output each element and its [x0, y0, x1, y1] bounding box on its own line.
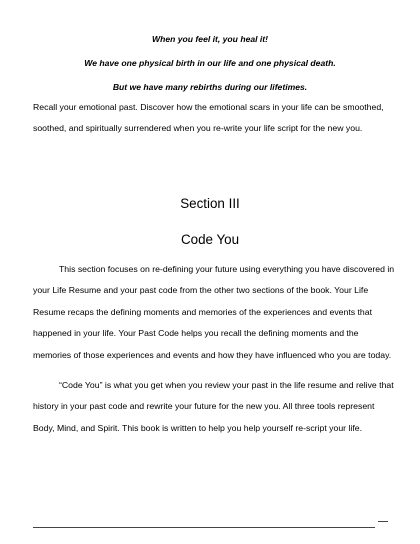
- intro-paragraph: Recall your emotional past. Discover how the emotional scars in your life can be smoothed, soothed, and spiritually surrendered when you re-write your life script for the new you.: [33, 102, 384, 134]
- section-title: Code You: [180, 232, 240, 247]
- body-paragraph: “Code You” is what you get when you review your past in the life resume and relive that history in your past code and rewrite your future for the new you. All three tools represent Body, Mind, and Spirit. This book is written to help you help yourself re-script your life.: [33, 380, 394, 433]
- section-heading: Section III: [180, 196, 240, 211]
- quote-line: When you feel it, you heal it!: [151, 34, 269, 44]
- quote-line: We have one physical birth in our life and one physical death.: [84, 58, 336, 68]
- footer-page-mark: [378, 521, 388, 522]
- body-paragraph: This section focuses on re-defining your future using everything you have discovered in your Life Resume and your past code from the other two sections of the book. Your Life Resume recaps the defining moments and memories of the experiences and events that happened in your life. Your Past Code helps you recall the defining moments and the memories of those experiences and events and how they have influenced who you are today.: [33, 264, 395, 360]
- footer-divider: [33, 527, 375, 528]
- quote-line: But we have many rebirths during our lifetimes.: [112, 82, 308, 92]
